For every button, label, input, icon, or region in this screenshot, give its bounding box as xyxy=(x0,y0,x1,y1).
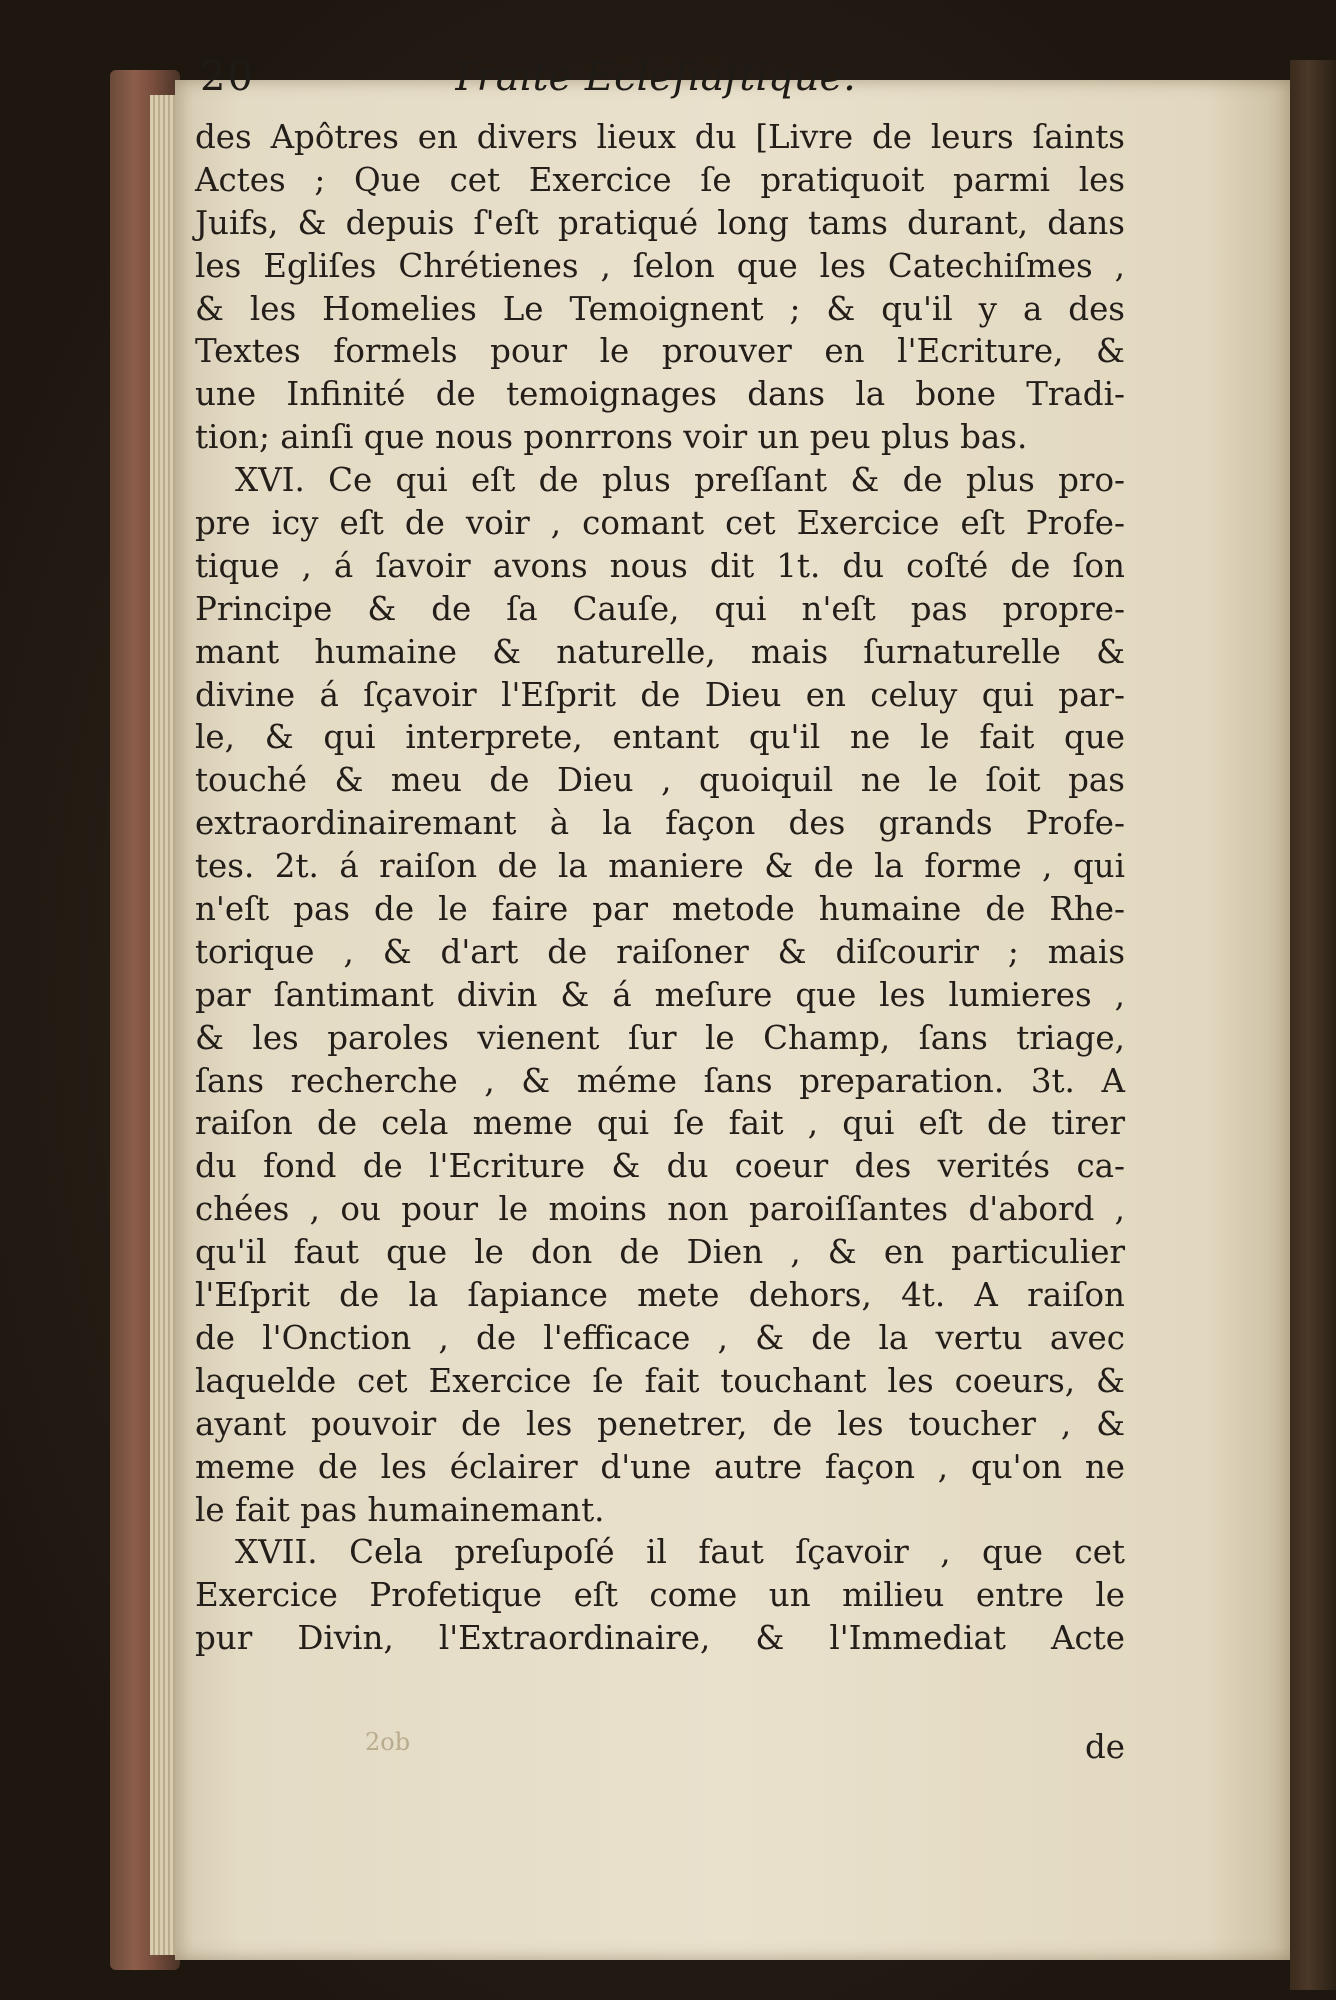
faint-mark: 2ob xyxy=(365,1728,411,1756)
text-line: de l'Onction , de l'efficace , & de la vertu avec xyxy=(195,1318,1125,1357)
text-line: chées , ou pour le moins non paroiſſantes d'abord , xyxy=(195,1190,1125,1229)
text-line: ſans recherche , & méme ſans preparation. 3t. A xyxy=(195,1061,1125,1100)
text-line: Actes ; Que cet Exercice ſe pratiquoit parmi les xyxy=(195,160,1125,199)
text-line: laquelde cet Exercice ſe fait touchant les coeurs, & xyxy=(195,1361,1125,1400)
text-line: torique , & d'art de raiſoner & diſcourir ; mais xyxy=(195,932,1125,971)
text-line: une Infinité de temoignages dans la bone Tradi- xyxy=(195,375,1125,414)
text-line: des Apôtres en divers lieux du [Livre de leurs ſaints xyxy=(195,118,1125,156)
text-line: qu'il faut que le don de Dien , & en particulier xyxy=(195,1233,1125,1272)
page-header xyxy=(200,54,1000,114)
text-line: tique , á ſavoir avons nous dit 1t. du coſté de ſon xyxy=(195,546,1125,585)
text-line: divine á ſçavoir l'Eſprit de Dieu en celuy qui par- xyxy=(195,675,1125,714)
page-footer xyxy=(195,1728,1125,1768)
text-line: Textes formels pour le prouver en l'Ecriture, & xyxy=(195,332,1125,371)
text-line: le, & qui interprete, entant qu'il ne le fait que xyxy=(195,718,1125,757)
page-number: 20 xyxy=(200,54,255,100)
text-line: du fond de l'Ecriture & du coeur des verités ca- xyxy=(195,1147,1125,1186)
running-title: Traité Ecleſiaſtique. xyxy=(450,54,856,100)
text-line: Exercice Profetique eſt come un milieu entre le xyxy=(195,1576,1125,1615)
text-line: extraordinairemant à la façon des grands Profe- xyxy=(195,804,1125,843)
text-line: tion; ainſi que nous ponrrons voir un peu plus bas. xyxy=(195,418,1028,457)
text-line: tes. 2t. á raiſon de la maniere & de la forme , qui xyxy=(195,847,1125,886)
text-line: & les paroles vienent ſur le Champ, ſans triage, xyxy=(195,1018,1125,1057)
text-line: & les Homelies Le Temoignent ; & qu'il y a des xyxy=(195,289,1125,328)
book-gutter xyxy=(1290,60,1336,1990)
text-line: Juifs, & depuis ſ'eſt pratiqué long tams durant, dans xyxy=(195,203,1125,242)
text-line: le fait pas humainemant. xyxy=(195,1490,605,1529)
text-line: pre icy eſt de voir , comant cet Exercice eſt Profe- xyxy=(195,504,1125,543)
text-line: les Egliſes Chrétienes , ſelon que les Catechiſmes , xyxy=(195,246,1125,285)
body-text xyxy=(195,116,1125,1660)
text-line: pur Divin, l'Extraordinaire, & l'Immediat Acte xyxy=(195,1619,1125,1658)
text-line: XVII. Cela preſupoſé il faut ſçavoir , que cet xyxy=(235,1533,1125,1572)
text-line: l'Eſprit de la ſapiance mete dehors, 4t. A raiſon xyxy=(195,1276,1125,1315)
text-line: par ſantimant divin & á meſure que les lumieres , xyxy=(195,975,1125,1014)
text-line: ayant pouvoir de les penetrer, de les toucher , & xyxy=(195,1404,1125,1443)
text-line: Principe & de ſa Cauſe, qui n'eſt pas propre- xyxy=(195,589,1125,628)
catchword: de xyxy=(1084,1728,1125,1766)
text-line: meme de les éclairer d'une autre façon , qu'on ne xyxy=(195,1447,1125,1486)
text-line: n'eſt pas de le faire par metode humaine de Rhe- xyxy=(195,890,1125,929)
text-line: mant humaine & naturelle, mais ſurnaturelle & xyxy=(195,632,1125,671)
text-line: touché & meu de Dieu , quoiquil ne le ſoit pas xyxy=(195,761,1125,800)
text-line: raiſon de cela meme qui ſe fait , qui eſt de tirer xyxy=(195,1104,1125,1143)
text-line: XVI. Ce qui eſt de plus preſſant & de plus pro- xyxy=(235,461,1125,500)
